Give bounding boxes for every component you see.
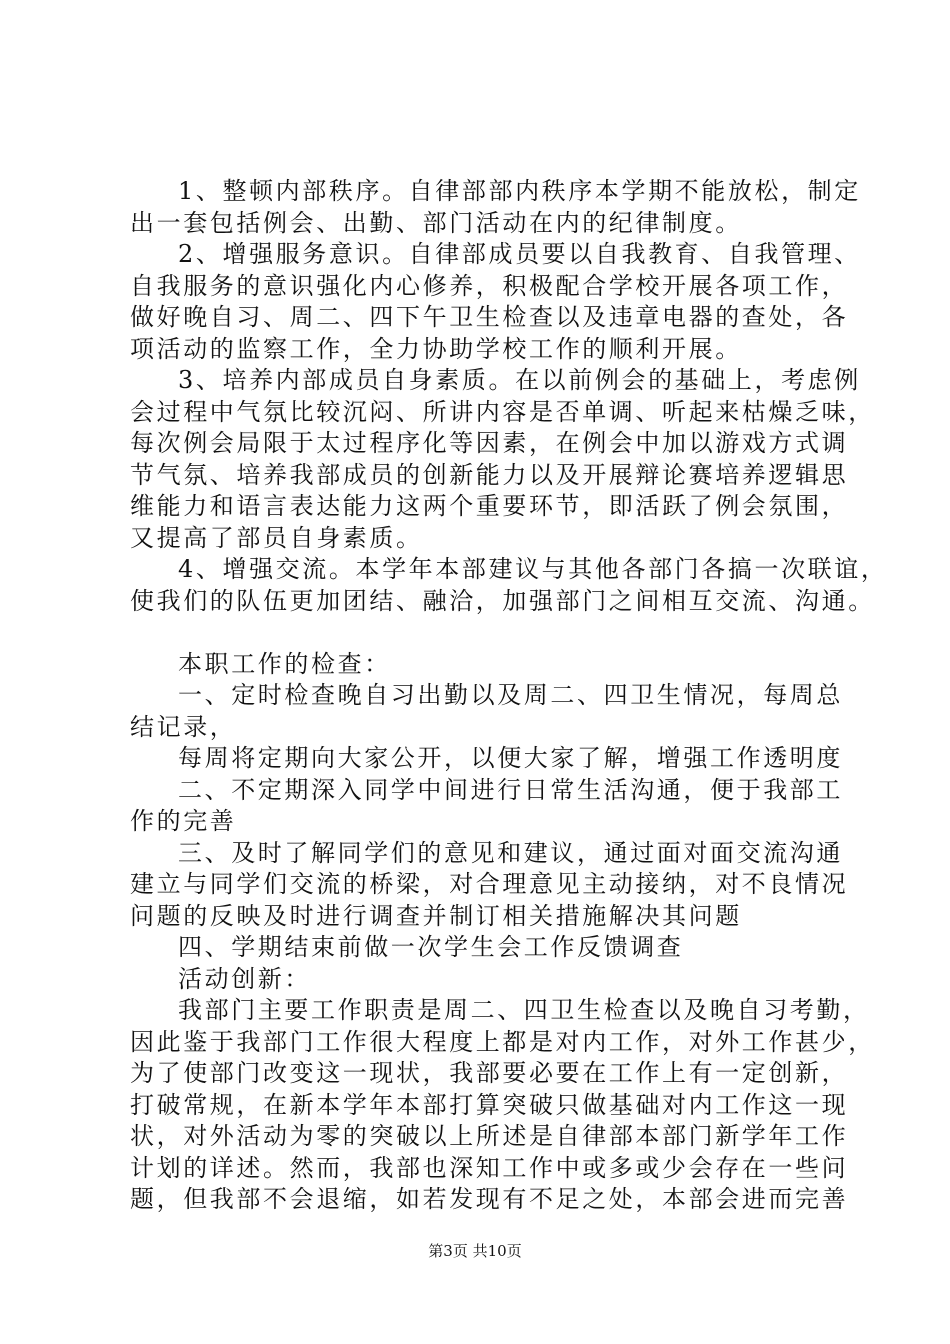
text-line: 每次例会局限于太过程序化等因素，在例会中加以游戏方式调 [130, 429, 849, 457]
text-line: 一、定时检查晚自习出勤以及周二、四卫生情况，每周总 [178, 681, 843, 709]
text-line: 打破常规，在新本学年本部打算突破只做基础对内工作这一现 [130, 1090, 849, 1119]
text-line: 四、学期结束前做一次学生会工作反馈调查 [178, 933, 684, 961]
text-line: 维能力和语言表达能力这两个重要环节，即活跃了例会氛围， [130, 492, 849, 520]
text-line: 作的完善 [130, 807, 237, 835]
text-line: 二、不定期深入同学中间进行日常生活沟通，便于我部工 [178, 775, 843, 804]
text-line: 1、整顿内部秩序。自律部部内秩序本学期不能放松，制定 [178, 177, 861, 205]
text-line: 做好晚自习、周二、四下午卫生检查以及违章电器的查处，各 [130, 303, 849, 331]
text-line: 又提高了部员自身素质。 [130, 523, 423, 552]
text-line: 节气氛、培养我部成员的创新能力以及开展辩论赛培养逻辑思 [130, 460, 849, 489]
text-line: 结记录， [130, 712, 237, 741]
text-line: 活动创新： [178, 964, 311, 993]
text-line [130, 617, 850, 649]
page-footer: 第3页 共10页 [428, 1242, 522, 1260]
text-line: 三、及时了解同学们的意见和建议，通过面对面交流沟通 [178, 838, 843, 867]
text-line: 3、培养内部成员自身素质。在以前例会的基础上，考虑例 [178, 366, 861, 394]
text-line: 每周将定期向大家公开，以便大家了解，增强工作透明度 [178, 744, 843, 772]
text-line: 我部门主要工作职责是周二、四卫生检查以及晚自习考勤， [178, 996, 870, 1024]
text-line: 题，但我部不会退缩，如若发现有不足之处，本部会进而完善 [130, 1185, 849, 1213]
text-line: 状，对外活动为零的突破以上所述是自律部本部门新学年工作 [130, 1122, 849, 1150]
text-line: 出一套包括例会、出勤、部门活动在内的纪律制度。 [130, 208, 742, 237]
text-line: 因此鉴于我部门工作很大程度上都是对内工作，对外工作甚少， [130, 1027, 875, 1056]
text-line: 会过程中气氛比较沉闷、所讲内容是否单调、听起来枯燥乏味， [130, 397, 875, 426]
text-line: 自我服务的意识强化内心修养，积极配合学校开展各项工作， [130, 271, 849, 300]
text-line: 计划的详述。然而，我部也深知工作中或多或少会存在一些问 [130, 1153, 849, 1182]
text-line: 问题的反映及时进行调查并制订相关措施解决其问题 [130, 901, 742, 930]
document-body [130, 176, 888, 1216]
text-line: 项活动的监察工作，全力协助学校工作的顺利开展。 [130, 334, 742, 363]
text-line: 4、增强交流。本学年本部建议与其他各部门各搞一次联谊， [178, 555, 888, 583]
text-line: 为了使部门改变这一现状，我部要必要在工作上有一定创新， [130, 1059, 849, 1087]
text-line: 建立与同学们交流的桥梁，对合理意见主动接纳，对不良情况 [130, 870, 849, 898]
text-line: 使我们的队伍更加团结、融洽，加强部门之间相互交流、沟通。 [130, 586, 875, 615]
text-line: 2、增强服务意识。自律部成员要以自我教育、自我管理、 [178, 240, 861, 268]
text-line: 本职工作的检查： [178, 649, 391, 678]
